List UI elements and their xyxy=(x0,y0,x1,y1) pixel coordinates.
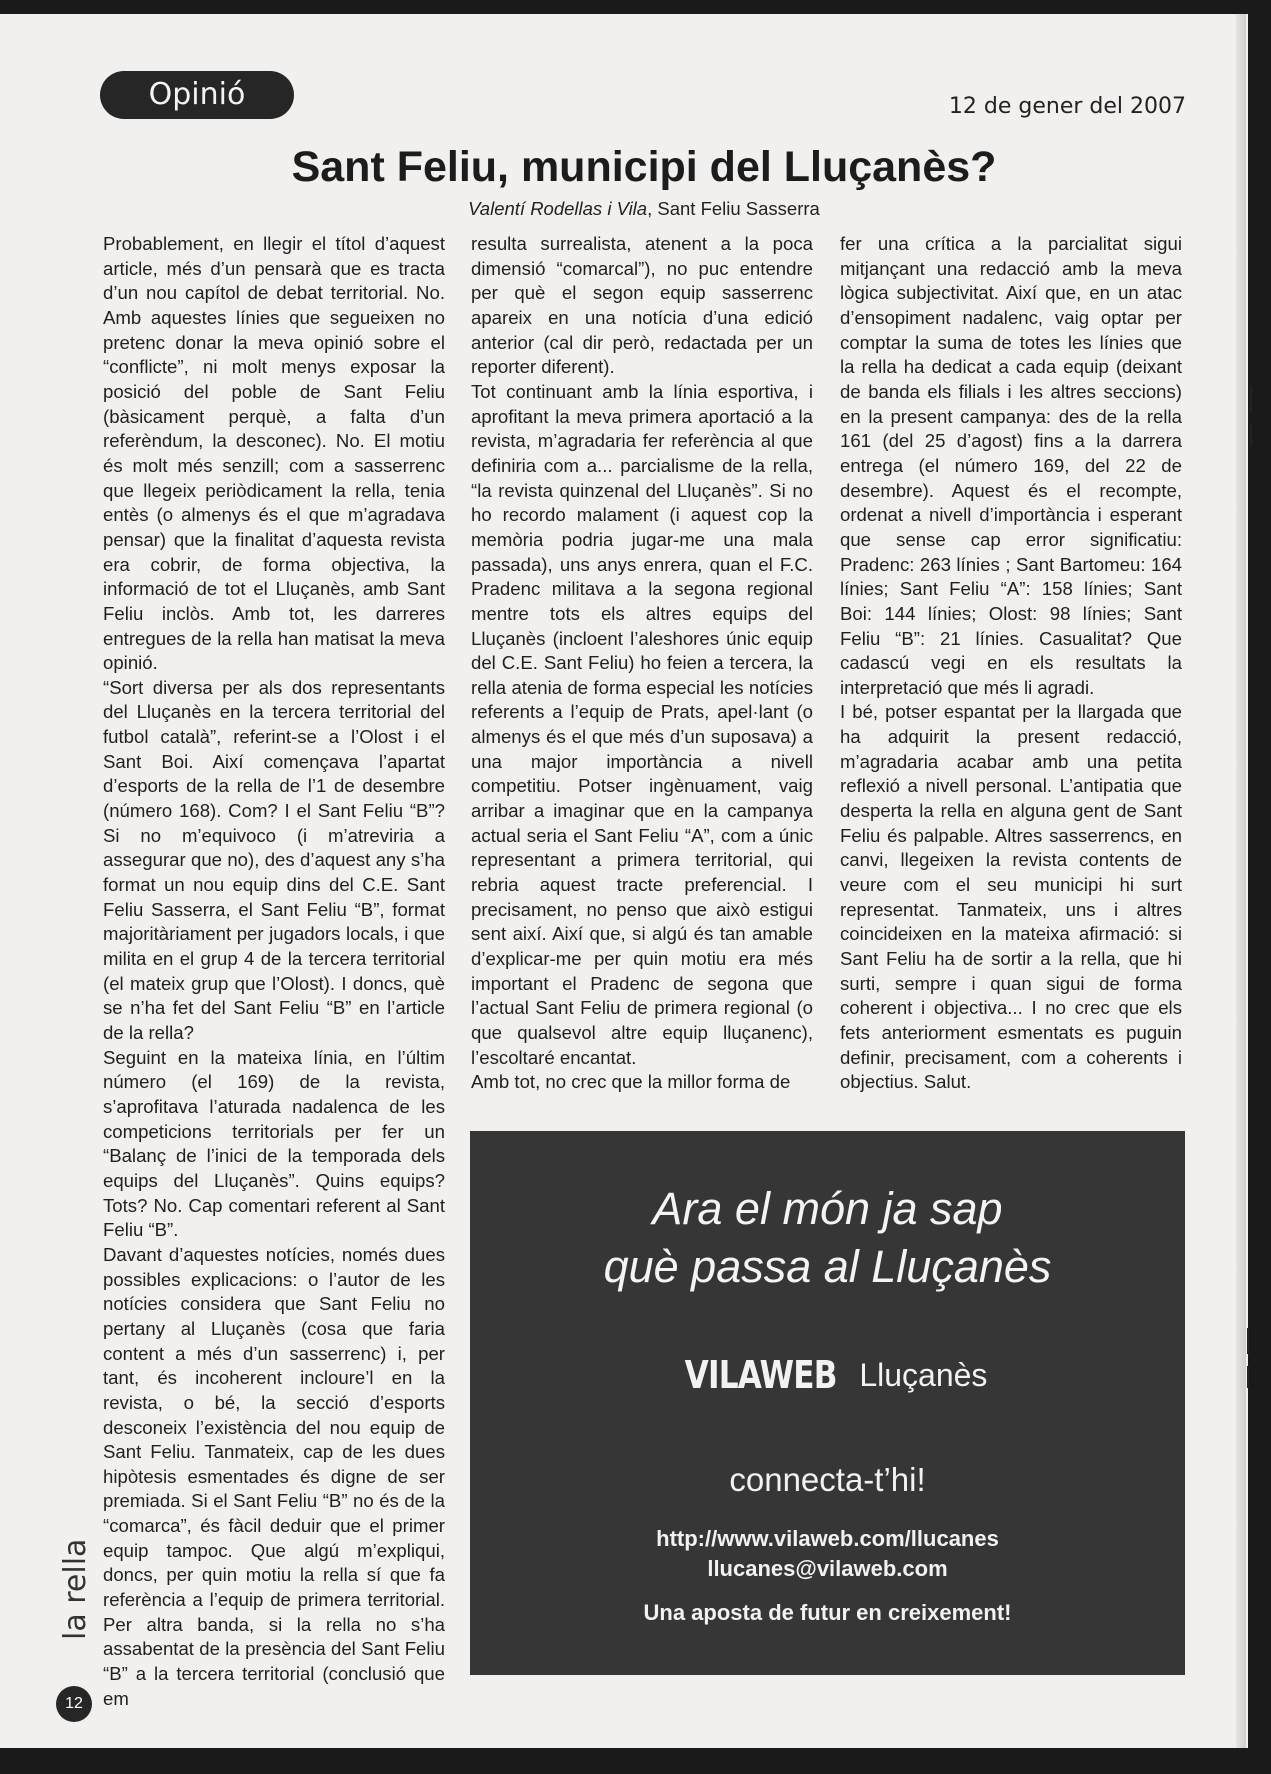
paragraph: Amb tot, no crec que la millor forma de xyxy=(471,1071,791,1093)
ad-contacts xyxy=(470,1524,1185,1584)
section-label: Opinió xyxy=(100,71,294,119)
article-title: Sant Feliu, municipi del Lluçanès? xyxy=(291,143,997,191)
edge-mark xyxy=(1250,386,1252,412)
ad-headline-line-1: Ara el món ja sap xyxy=(652,1183,1003,1234)
article-column-3 xyxy=(840,232,1182,1095)
article-column-1 xyxy=(103,232,445,1711)
ad-headline-line-2: què passa al Lluçanès xyxy=(603,1241,1052,1292)
page-number: 12 xyxy=(56,1686,92,1722)
paragraph: Davant d’aquestes notícies, només dues possibles explicacions: o l’autor de les notícies considera que Sant Feliu no pertany al Lluçanès (cosa que faria content a més d’un sasserrenc) i, per tant, és incoherent incloure’l en la revista, o bé, la secció d’esports desconeix l’existència del nou equip de Sant Feliu. Tanmateix, cap de les dues hipòtesis esmentades és digne de ser premiada. Si el Sant Feliu “B” no és de la “comarca”, és fàcil deduir que el primer equip tampoc. Que algú m’expliqui, doncs, per quin motiu la rella sí que fa referència a l’equip de primera territorial. Per altra banda, si la rella no s’ha assabentat de la presència del Sant Feliu “B” a la tercera territorial (conclusió que em xyxy=(103,1243,445,1709)
paragraph: I bé, potser espantat per la llargada que ha adquirit la present redacció, m’agradaria acabar amb una petita reflexió a nivell personal. L’antipatia que desperta la rella en alguna gent de Sant Feliu és palpable. Altres sasserrencs, en canvi, llegeixen la revista contents de veure com el seu municipi hi surt representat. Tanmateix, uns i altres coincideixen en la mateixa afirmació: si Sant Feliu ha de sortir a la rella, que hi surti, sempre i quan sigui de forma coherent i objectiva... I no crec que els fets anteriorment esmentats es puguin definir, precisament, com a coherents i objectius. Salut. xyxy=(840,701,1182,1093)
brand-suffix: Lluçanès xyxy=(859,1356,988,1393)
edge-mark xyxy=(1250,424,1252,446)
edge-mark xyxy=(1247,1366,1249,1388)
paragraph: “Sort diversa per als dos representants del Lluçanès en la tercera territorial del futbol català”, referint-se a l’Olost i el Sant Boi. Així començava l’apartat d’esports de la rella de l’1 de desembre (número 168). Com? I el Sant Feliu “B”? Si no m’equivoco (i m’atreviria a assegurar que no), des d’aquest any s’ha format un nou equip dins del C.E. Sant Feliu Sasserra, el Sant Feliu “B”, format majoritàriament per jugadors locals, i que milita en el grup 4 de la tercera territorial (el mateix grup que l’Olost). I doncs, què se n’ha fet del Sant Feliu “B” en l’article de la rella? xyxy=(103,676,445,1043)
paragraph: fer una crítica a la parcialitat sigui mitjançant una redacció amb la meva lògica subjectivitat. Així que, en un atac d’ensopiment nadalenc, vaig optar per comptar la suma de totes les línies que la rella ha dedicat a cada equip (deixant de banda els filials i les altres seccions) en la present campanya: des de la rella 161 (del 25 d’agost) fins a la darrera entrega (el número 169, del 22 de desembre). Aquest és el recompte, ordenat a nivell d’importància i esperant que sense cap error significatiu: Pradenc: 263 línies ; Sant Bartomeu: 164 línies; Sant Feliu “A”: 158 línies; Sant Boi: 144 línies; Olost: 98 línies; Sant Feliu “B”: 21 línies. Casualitat? Que cadascú vegi en els resultats la interpretació que més li agradi. xyxy=(840,233,1182,698)
vilaweb-advertisement xyxy=(470,1131,1185,1675)
paragraph: Tot continuant amb la línia esportiva, i aprofitant la meva primera aportació a la revista, m’agradaria fer referència al que definiria com a... parcialisme de la rella, “la revista quinzenal del Lluçanès”. Si no ho recordo malament (i aquest cop la memòria podria jugar-me una mala passada), uns anys enrera, quan el F.C. Pradenc militava a la segona regional mentre tots els altres equips del Lluçanès (incloent l’aleshores únic equip del C.E. Sant Feliu) ho feien a tercera, la rella atenia de forma especial les notícies referents a l’equip de Prats, apel·lant (o almenys és el que més d’un suposava) a una major importància a nivell competitiu. Potser ingènuament, vaig arribar a imaginar que en la campanya actual seria el Sant Feliu “A”, com a únic representant a primera territorial, qui rebria aquest tracte preferencial. I precisament, no penso que això estigui sent així. Així que, si algú és tan amable d’explicar-me per quin motiu era més important el Pradenc de segona que l’actual Sant Feliu de primera regional (o que qualsevol altre equip lluçanenc), l’escoltaré encantat. xyxy=(471,380,813,1068)
paragraph: Seguint en la mateixa línia, en l’últim número (el 169) de la revista, s’aprofitava l’aturada nadalenca de les competicions territorials per fer un “Balanç de l’inici de la temporada dels equips del Lluçanès”. Quins equips? Tots? No. Cap comentari referent al Sant Feliu “B”. xyxy=(103,1046,445,1241)
vilaweb-logo: VILAWEB xyxy=(684,1353,837,1397)
ad-slogan: Una aposta de futur en creixement! xyxy=(643,1600,1012,1625)
page-spine xyxy=(1236,14,1246,1748)
paragraph: resulta surrealista, atenent a la poca dimensió “comarcal”), no puc entendre per què el segon equip sasserrenc apareix en una notícia d’una edició anterior (cal dir però, redactada per un reporter diferent). xyxy=(471,233,813,378)
author-place: , Sant Feliu Sasserra xyxy=(647,198,820,219)
ad-call-to-action: connecta-t’hi! xyxy=(729,1461,926,1498)
ad-headline xyxy=(470,1180,1185,1296)
ad-brand xyxy=(470,1353,1185,1397)
ad-email-link[interactable]: llucanes@vilaweb.com xyxy=(707,1556,948,1581)
edge-mark xyxy=(1247,1328,1249,1354)
author-name: Valentí Rodellas i Vila xyxy=(468,198,648,219)
issue-date: 12 de gener del 2007 xyxy=(948,94,1186,119)
article-column-2 xyxy=(471,232,813,1095)
paragraph: Probablement, en llegir el títol d’aquest article, més d’un pensarà que es tracta d’un nou capítol de debat territorial. No. Amb aquestes línies que segueixen no pretenc donar la meva opinió sobre el “conflicte”, ni molt menys exposar la posició del poble de Sant Feliu (bàsicament perquè, a falta d’un referèndum, la desconec). No. El motiu és molt més senzill; com a sasserrenc que llegeix periòdicament la rella, tenia entès (o almenys és el que m’agradava pensar) que la finalitat d’aquesta revista era cobrir, de forma objectiva, la informació de tot el Lluçanès, amb Sant Feliu inclòs. Amb tot, les darreres entregues de la rella han matisat la meva opinió. xyxy=(103,233,445,674)
byline xyxy=(100,198,1188,220)
ad-url-link[interactable]: http://www.vilaweb.com/llucanes xyxy=(656,1526,999,1551)
publication-name: la rella xyxy=(58,1538,93,1640)
